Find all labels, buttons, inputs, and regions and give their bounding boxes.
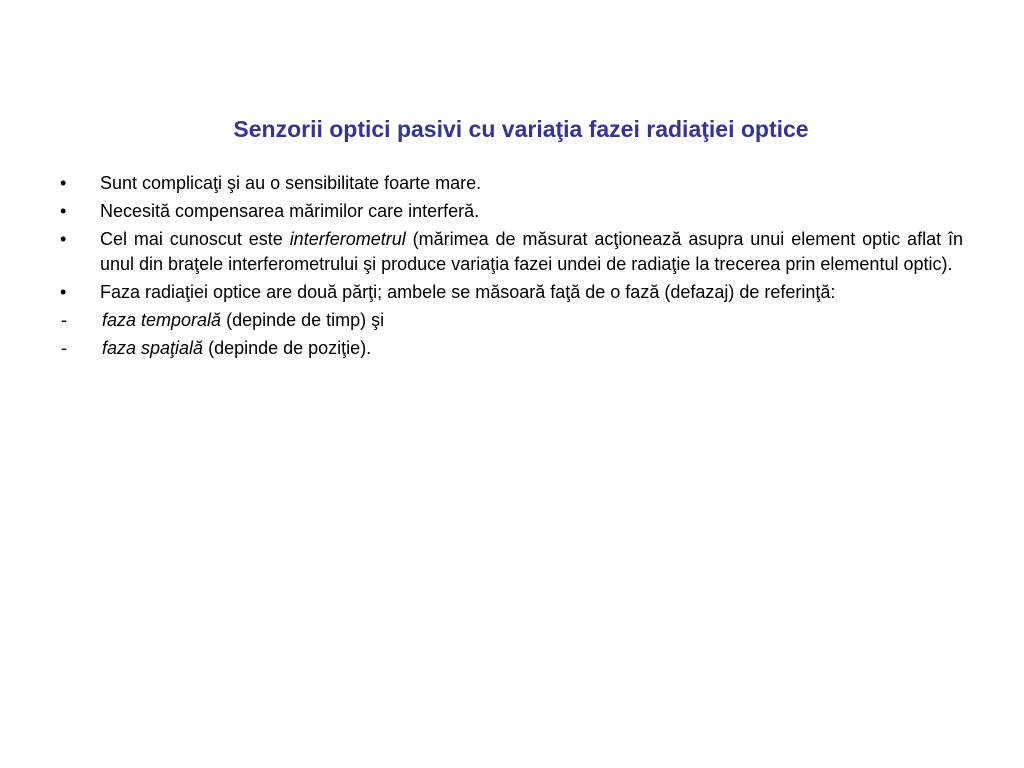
bullet-marker: • bbox=[60, 173, 67, 193]
bullet-text-suffix: (mărimea de măsurat acţionează asupra unui element optic aflat în unul din braţele interferometrului şi produce variaţia fazei undei de radiaţie la trecerea prin elementul optic). bbox=[100, 229, 963, 274]
bullet-marker: • bbox=[60, 282, 67, 302]
bullet-item bbox=[60, 199, 963, 224]
dash-text-suffix: (depinde de timp) şi bbox=[221, 310, 385, 330]
dash-item bbox=[60, 308, 963, 333]
dash-marker: - bbox=[61, 310, 67, 330]
bullet-item bbox=[60, 280, 963, 305]
dash-item bbox=[60, 336, 963, 361]
dash-emphasis: faza spaţială bbox=[102, 338, 204, 358]
dash-emphasis: faza temporală bbox=[102, 310, 222, 330]
bullet-marker: • bbox=[60, 201, 67, 221]
slide-body bbox=[60, 171, 963, 364]
bullet-text: Faza radiaţiei optice are două părţi; ambele se măsoară faţă de o fază (defazaj) de referinţă: bbox=[100, 282, 836, 302]
bullet-marker: • bbox=[60, 229, 67, 249]
dash-text-suffix: (depinde de poziţie). bbox=[203, 338, 372, 358]
bullet-emphasis: interferometrul bbox=[289, 229, 406, 249]
bullet-text: Necesită compensarea mărimilor care interferă. bbox=[100, 201, 480, 221]
bullet-text: Sunt complicaţi şi au o sensibilitate foarte mare. bbox=[100, 173, 482, 193]
dash-marker: - bbox=[61, 338, 67, 358]
slide-title: Senzorii optici pasivi cu variaţia fazei radiaţiei optice bbox=[233, 116, 809, 142]
bullet-item bbox=[60, 227, 963, 277]
bullet-item bbox=[60, 171, 963, 196]
bullet-text-prefix: Cel mai cunoscut este bbox=[100, 229, 290, 249]
